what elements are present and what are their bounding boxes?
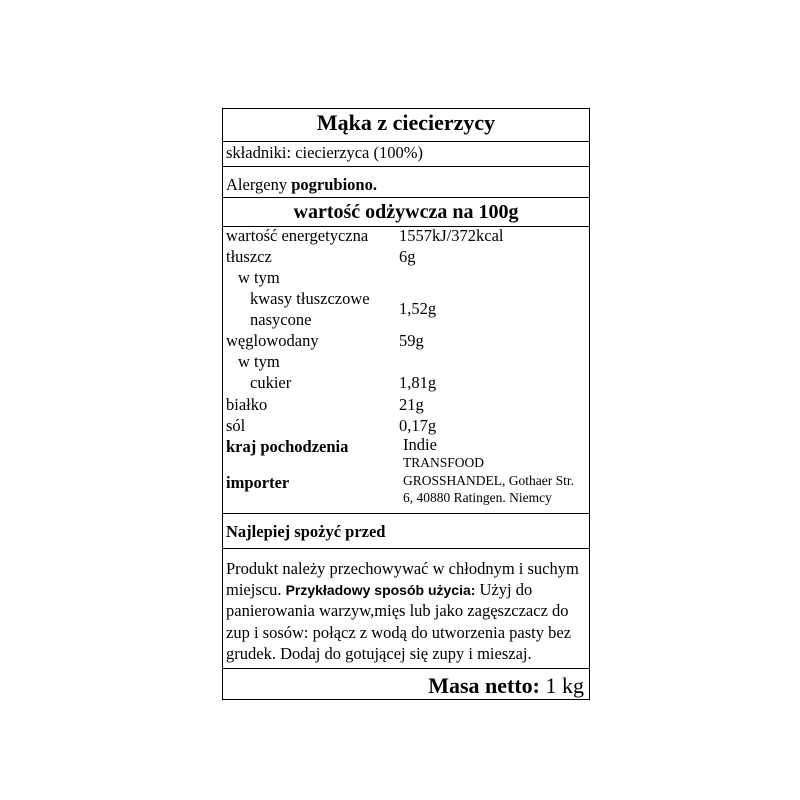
storage-text-segment: miejscu. [226,579,282,599]
section-divider [222,548,590,550]
net-mass-value: 1 kg [545,673,584,698]
storage-text-line: panierowania warzyw,mięs lub jako zagęszczacz do [226,600,569,620]
carbohydrates-of-which-label: w tym [238,351,280,371]
importer-address-line: 6, 40880 Ratingen. Niemcy [403,490,552,505]
fat-value: 6g [399,246,416,266]
energy-label: wartość energetyczna [226,225,369,245]
nutrition-heading: wartość odżywcza na 100g [293,201,519,223]
storage-text-line: grudek. Dodaj do gotującej się zupy i mieszaj. [226,643,532,663]
sugars-label: cukier [250,372,292,392]
importer-address-line: TRANSFOOD [403,455,485,470]
ingredients-text: składniki: ciecierzyca (100%) [226,142,423,162]
sugars-value: 1,81g [399,372,437,392]
section-divider [222,513,590,515]
allergens-text: Alergeny [226,174,288,194]
energy-value: 1557kJ/372kcal [399,225,504,245]
storage-text-segment: Użyj do [479,579,533,599]
product-label [222,108,590,700]
saturated-fat-label-line: kwasy tłuszczowe [250,288,370,308]
section-divider [222,197,590,199]
storage-text-line: Produkt należy przechowywać w chłodnym i suchym [226,558,579,578]
section-divider [222,166,590,168]
origin-value: Indie [403,434,437,454]
saturated-fat-value: 1,52g [399,298,437,318]
allergens-bold-text: pogrubiono. [291,174,377,194]
protein-label: białko [226,394,268,414]
origin-label: kraj pochodzenia [226,436,349,456]
salt-value: 0,17g [399,415,437,435]
product-title: Mąka z ciecierzycy [316,110,496,135]
fat-label: tłuszcz [226,246,272,266]
allergens-note [226,174,377,195]
best-before-label: Najlepiej spożyć przed [226,521,386,541]
importer-address-line: GROSSHANDEL, Gothaer Str. [403,473,574,488]
section-divider [222,668,590,670]
carbohydrates-label: węglowodany [226,330,319,350]
storage-text-line [226,579,532,601]
importer-label: importer [226,472,290,492]
protein-value: 21g [399,394,424,414]
salt-label: sól [226,415,246,435]
net-mass [428,672,584,700]
net-mass-label: Masa netto: [428,673,540,698]
carbohydrates-value: 59g [399,330,424,350]
fat-of-which-label: w tym [238,267,280,287]
storage-text-line: zup i sosów: połącz z wodą do utworzenia pasty bez [226,622,572,642]
usage-heading: Przykładowy sposób użycia: [285,581,476,598]
saturated-fat-label-line: nasycone [250,309,312,329]
